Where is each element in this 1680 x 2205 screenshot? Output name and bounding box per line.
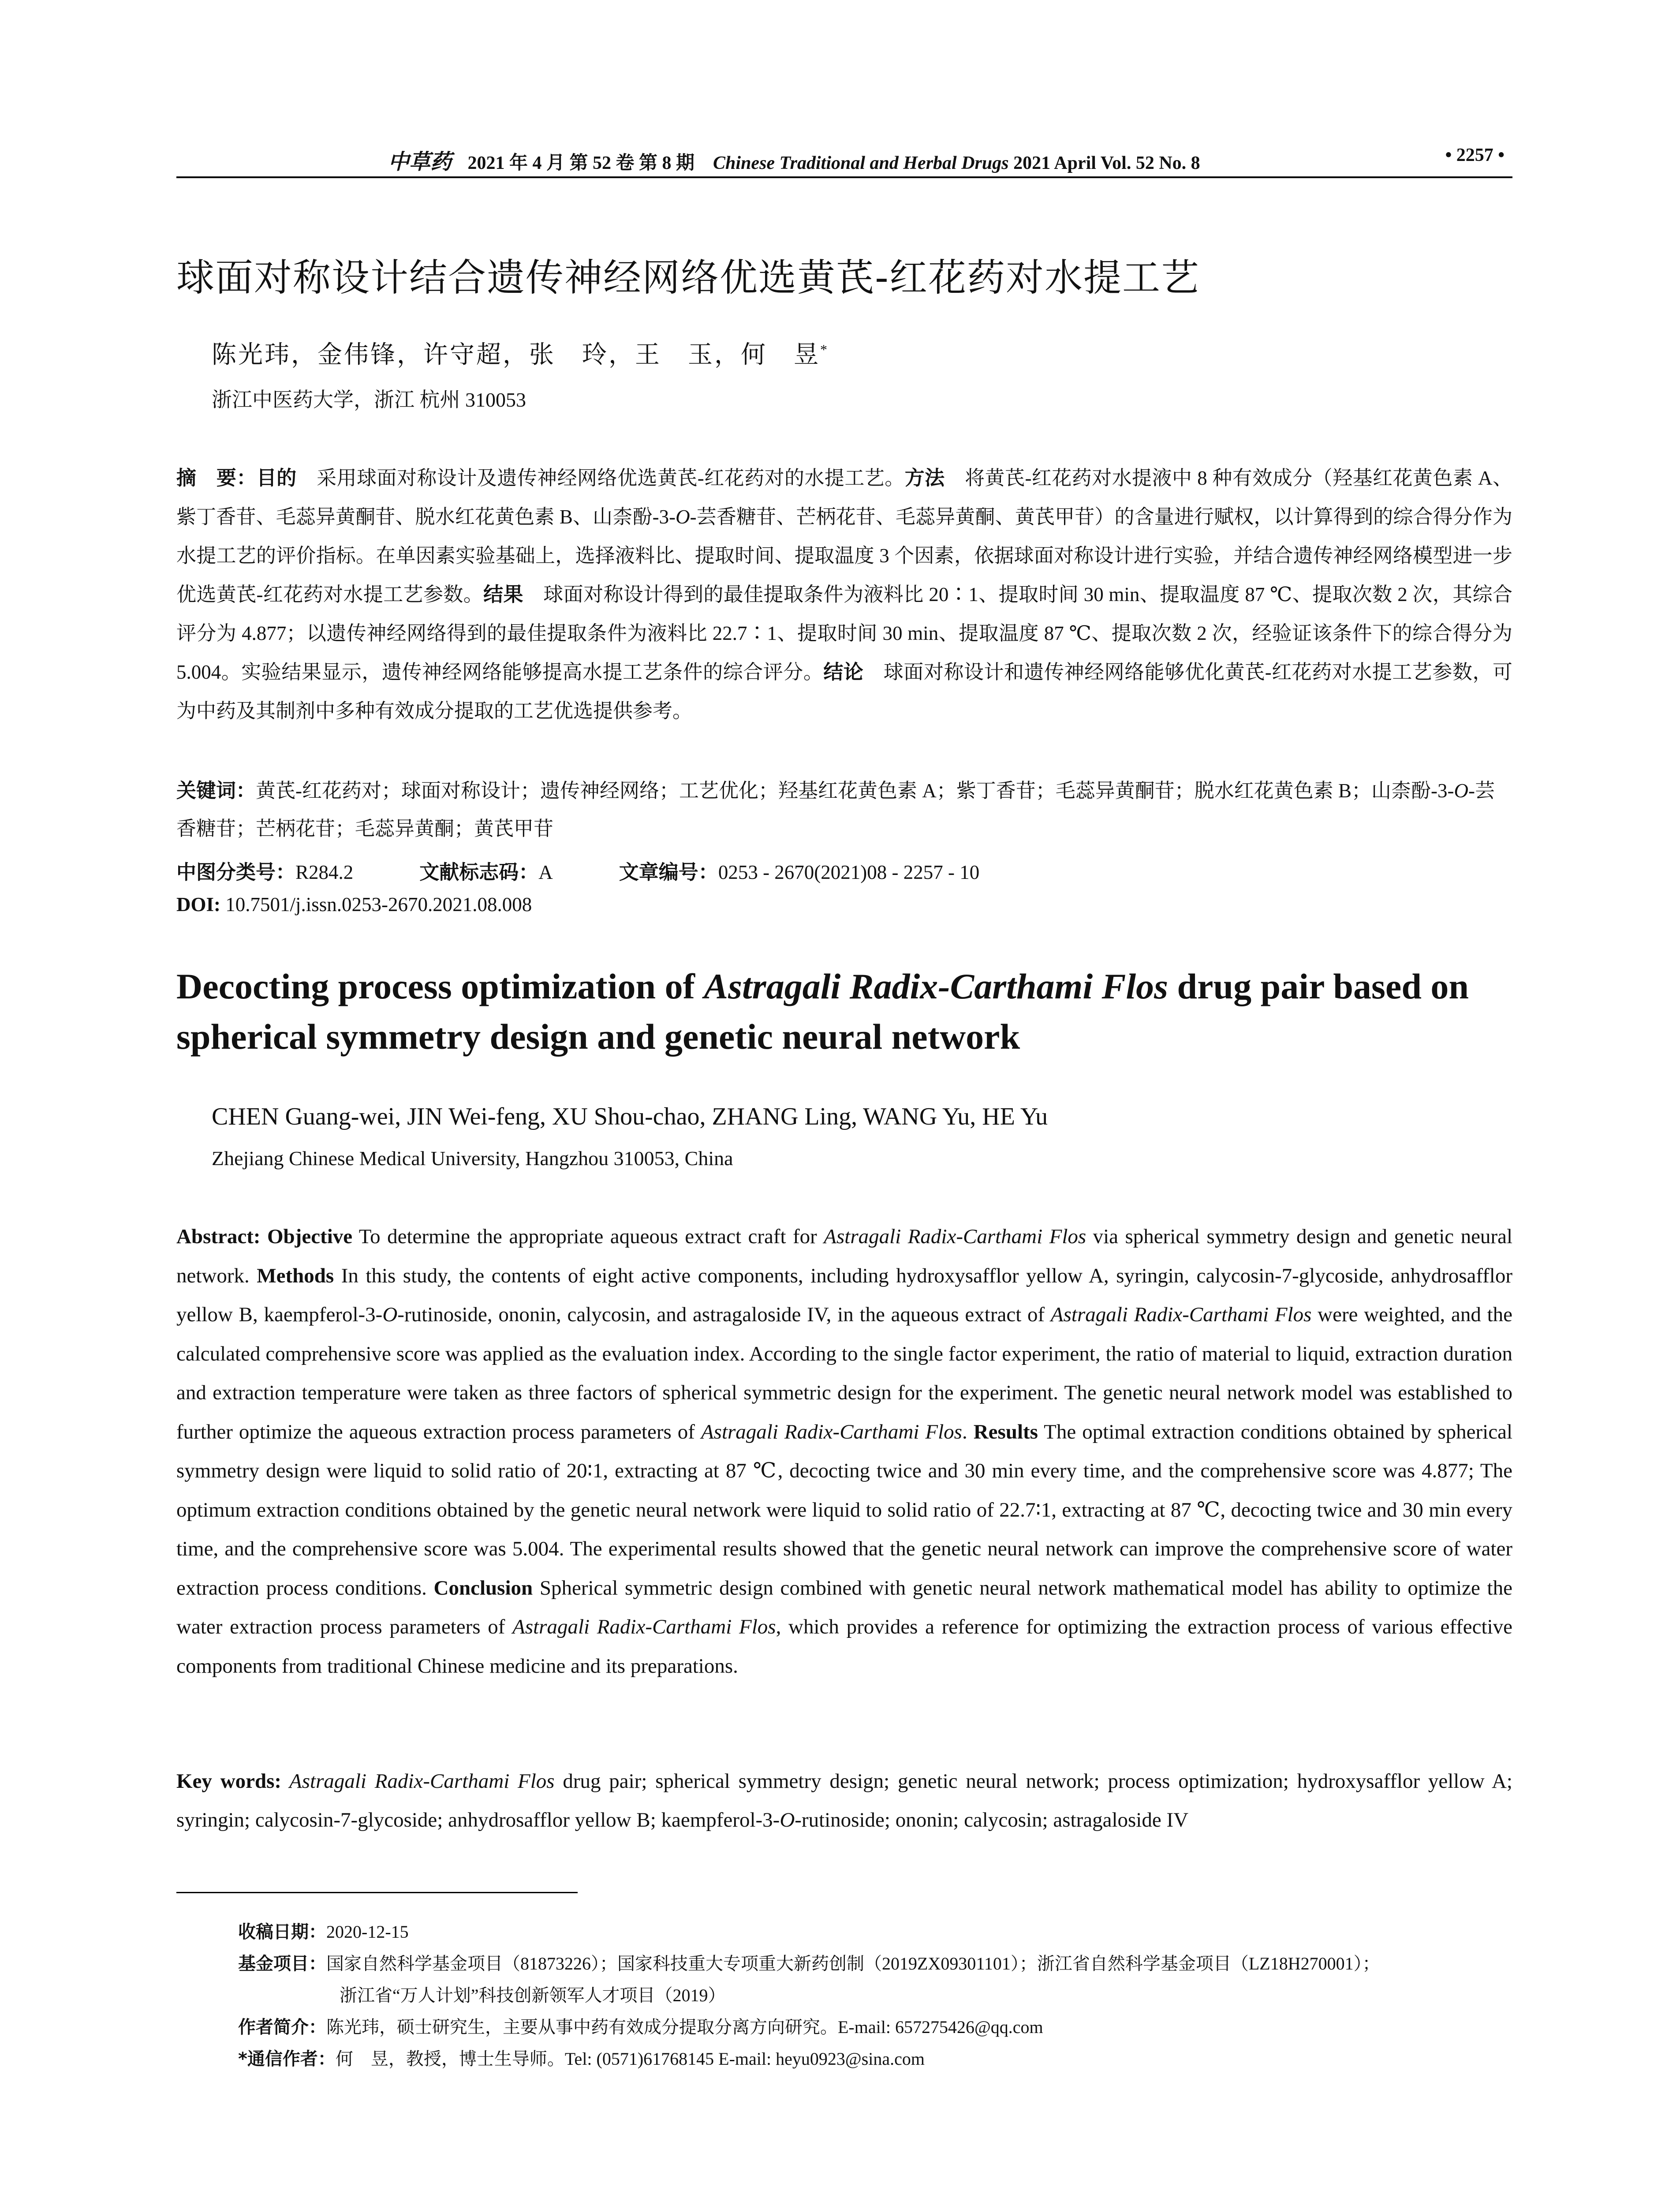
methods-en-text-3: were weighted, and the calculated comprehensive score was applied as the evaluation index. According to the single factor experiment, the ratio of material to liquid, extraction duration and extraction temperature were taken as three factors of spherical symmetric design for the experiment. The genetic neural network model was established to further optimize the aqueous extraction process parameters of xyxy=(176,1303,1513,1443)
objective-en-text-2: via spherical symmetry design and genetic neural network. xyxy=(176,1225,1513,1287)
keywords-cn-text-2: -芸香糖苷；芒柄花苷；毛蕊异黄酮；黄芪甲苷 xyxy=(176,780,1495,840)
received-value: 2020-12-15 xyxy=(326,1922,409,1942)
methods-en-text-1: In this study, the contents of eight active components, including hydroxysafflor yellow A, syringin, calycosin-7-glycoside, anhydrosafflor yellow B, kaempferol-3- xyxy=(176,1264,1513,1326)
fund-text-2: 浙江省“万人计划”科技创新领军人才项目（2019） xyxy=(340,1985,726,2005)
footnote-rule xyxy=(176,1892,578,1893)
journal-meta-cn: 2021 年 4 月 第 52 卷 第 8 期 xyxy=(467,153,695,173)
objective-en-text-1: To determine the appropriate aqueous extract craft for xyxy=(352,1225,824,1248)
header-rule xyxy=(176,176,1512,178)
conclusion-cn-label: 结论 xyxy=(823,660,864,684)
abstract-en-label: Abstract: Objective xyxy=(176,1225,353,1248)
title-en xyxy=(176,961,1521,1062)
footnotes xyxy=(238,1916,1517,2075)
methods-en-o: O xyxy=(382,1303,398,1326)
herb-name-2: Astragali Radix-Carthami Flos xyxy=(1050,1303,1312,1326)
keywords-cn-o: O xyxy=(1454,780,1468,802)
results-en-text: The optimal extraction conditions obtained by spherical symmetry design were liquid to solid ratio of 20∶1, extracting at 87 ℃, decocting twice and 30 min every time, and the comprehensive score was 4.877; The optimum extraction conditions obtained by the genetic neural network were liquid to solid ratio of 22.7∶1, extracting at 87 ℃, decocting twice and 30 min every time, and the comprehensive score was 5.004. The experimental results showed that the genetic neural network can improve the comprehensive score of water extraction process conditions. xyxy=(176,1420,1513,1600)
keywords-en-o: O xyxy=(780,1809,795,1831)
abstract-en xyxy=(176,1217,1512,1686)
results-cn-label: 结果 xyxy=(483,583,523,606)
author-label: 作者简介： xyxy=(238,2017,326,2037)
clc-label: 中图分类号： xyxy=(176,860,296,884)
fund-text-1: 国家自然科学基金项目（81873226）；国家科技重大专项重大新药创制（2019ZX09301101）；浙江省自然科学基金项目（LZ18H270001）； xyxy=(326,1954,1380,1973)
title-en-part-2: drug pair based on spherical symmetry design and genetic neural network xyxy=(176,966,1469,1057)
corr-label: *通信作者： xyxy=(238,2049,336,2069)
title-cn: 球面对称设计结合遗传神经网络优选黄芪-红花药对水提工艺 xyxy=(176,256,1200,300)
methods-cn-text-1: 将黄芪-红花药对水提液中 8 种有效成分（羟基红花黄色素 A、紫丁香苷、毛蕊异黄酮苷、脱水红花黄色素 B、山柰酚-3- xyxy=(176,467,1512,528)
article-no-label: 文章编号： xyxy=(619,860,718,884)
author-info xyxy=(238,2011,1517,2043)
methods-en-label: Methods xyxy=(257,1264,334,1287)
results-en-label: Results xyxy=(973,1420,1038,1443)
article-no-value: 0253 - 2670(2021)08 - 2257 - 10 xyxy=(718,861,980,883)
journal-name-cn: 中草药 xyxy=(388,150,452,174)
conclusion-cn-text: 球面对称设计和遗传神经网络能够优化黄芪-红花药对水提工艺参数，可为中药及其制剂中多种有效成分提取的工艺优选提供参考。 xyxy=(176,661,1512,722)
keywords-cn xyxy=(176,772,1512,848)
title-en-part-1: Decocting process optimization of xyxy=(176,966,704,1006)
affiliation-cn: 浙江中医药大学，浙江 杭州 310053 xyxy=(212,389,526,411)
herb-name-3: Astragali Radix-Carthami Flos xyxy=(701,1420,962,1443)
authors-en: CHEN Guang-wei, JIN Wei-feng, XU Shou-chao, ZHANG Ling, WANG Yu, HE Yu xyxy=(212,1103,1048,1130)
corresponding-author xyxy=(238,2043,1517,2075)
objective-cn-text: 采用球面对称设计及遗传神经网络优选黄芪-红花药对的水提工艺。 xyxy=(296,467,905,489)
journal-info xyxy=(388,145,1200,175)
fund-label: 基金项目： xyxy=(238,1954,326,1974)
herb-name-1: Astragali Radix-Carthami Flos xyxy=(824,1225,1086,1248)
keywords-en-text-2: -rutinoside; ononin; calycosin; astragaloside IV xyxy=(795,1809,1189,1831)
doc-code-value: A xyxy=(538,861,553,883)
fund-info xyxy=(238,1948,1517,1980)
corr-text: 何 昱，教授，博士生导师。Tel: (0571)61768145 E-mail: heyu0923@sina.com xyxy=(335,2049,925,2069)
received-date xyxy=(238,1916,1517,1948)
methods-cn-o: O xyxy=(676,506,690,528)
methods-cn-text-2: -芸香糖苷、芒柄花苷、毛蕊异黄酮、黄芪甲苷）的含量进行赋权，以计算得到的综合得分作为水提工艺的评价指标。在单因素实验基础上，选择液料比、提取时间、提取温度 3 个因素，依据球面对称设计进行实验，并结合遗传神经网络模型进一步优选黄芪-红花药对水提工艺参数。 xyxy=(176,506,1512,605)
methods-cn-label: 方法 xyxy=(904,466,945,490)
keywords-en-herb: Astragali Radix-Carthami Flos xyxy=(281,1770,555,1793)
fund-info-cont xyxy=(238,1980,1517,2011)
conclusion-en-text-1: Spherical symmetric design combined with genetic neural network mathematical model has ability to optimize the water extraction process parameters of xyxy=(176,1576,1512,1638)
author-text: 陈光玮，硕士研究生，主要从事中药有效成分提取分离方向研究。E-mail: 657275426@qq.com xyxy=(326,2017,1043,2037)
authors-cn xyxy=(212,335,829,370)
keywords-en-label: Key words: xyxy=(176,1770,282,1793)
methods-en-text-2: -rutinoside, ononin, calycosin, and astragaloside IV, in the aqueous extract of xyxy=(397,1303,1051,1326)
title-en-herb: Astragali Radix-Carthami Flos xyxy=(704,966,1169,1006)
page-number: • 2257 • xyxy=(1445,145,1505,165)
herb-name-4: Astragali Radix-Carthami Flos xyxy=(512,1615,776,1638)
received-label: 收稿日期： xyxy=(238,1922,326,1942)
doi-value: 10.7501/j.issn.0253-2670.2021.08.008 xyxy=(220,893,532,916)
clc-value: R284.2 xyxy=(295,861,354,883)
doi-label: DOI: xyxy=(176,893,220,916)
doc-code-label: 文献标志码： xyxy=(419,860,539,884)
abstract-cn-label: 摘 要： xyxy=(176,466,257,490)
keywords-cn-label: 关键词： xyxy=(176,779,256,802)
results-cn-text: 球面对称设计得到的最佳提取条件为液料比 20∶1、提取时间 30 min、提取温度 87 ℃、提取次数 2 次，其综合评分为 4.877；以遗传神经网络得到的最佳提取条件为液料比 22.7∶1、提取时间 30 min、提取温度 87 ℃、提取次数 2 次，经验证该条件下的综合得分为 5.004。实验结果显示，遗传神经网络能够提高水提工艺条件的综合评分。 xyxy=(176,583,1512,683)
objective-cn-label: 目的 xyxy=(256,466,297,490)
doi-line xyxy=(176,893,1512,916)
conclusion-en-label: Conclusion xyxy=(433,1576,533,1600)
authors-cn-text: 陈光玮，金伟锋，许守超，张 玲，王 玉，何 昱 xyxy=(212,341,820,369)
journal-name-en: Chinese Traditional and Herbal Drugs xyxy=(713,153,1009,173)
corresponding-mark: * xyxy=(820,341,829,358)
keywords-cn-text-1: 黄芪-红花药对；球面对称设计；遗传神经网络；工艺优化；羟基红花黄色素 A；紫丁香苷；毛蕊异黄酮苷；脱水红花黄色素 B；山柰酚-3- xyxy=(256,780,1454,802)
methods-en-text-4: . xyxy=(962,1420,974,1443)
keywords-en-text-1: drug pair; spherical symmetry design; genetic neural network; process optimization; hydroxysafflor yellow A; syringin; calycosin-7-glycoside; anhydrosafflor yellow B; kaempferol-3- xyxy=(176,1770,1512,1831)
conclusion-en-text-2: , which provides a reference for optimizing the extraction process of various effective components from traditional Chinese medicine and its preparations. xyxy=(176,1615,1512,1678)
journal-meta-en: 2021 April Vol. 52 No. 8 xyxy=(1013,153,1200,173)
affiliation-en: Zhejiang Chinese Medical University, Hangzhou 310053, China xyxy=(212,1147,733,1170)
classification-line xyxy=(176,853,1512,891)
running-header xyxy=(176,141,1512,176)
keywords-en xyxy=(176,1762,1512,1839)
abstract-cn xyxy=(176,459,1512,730)
